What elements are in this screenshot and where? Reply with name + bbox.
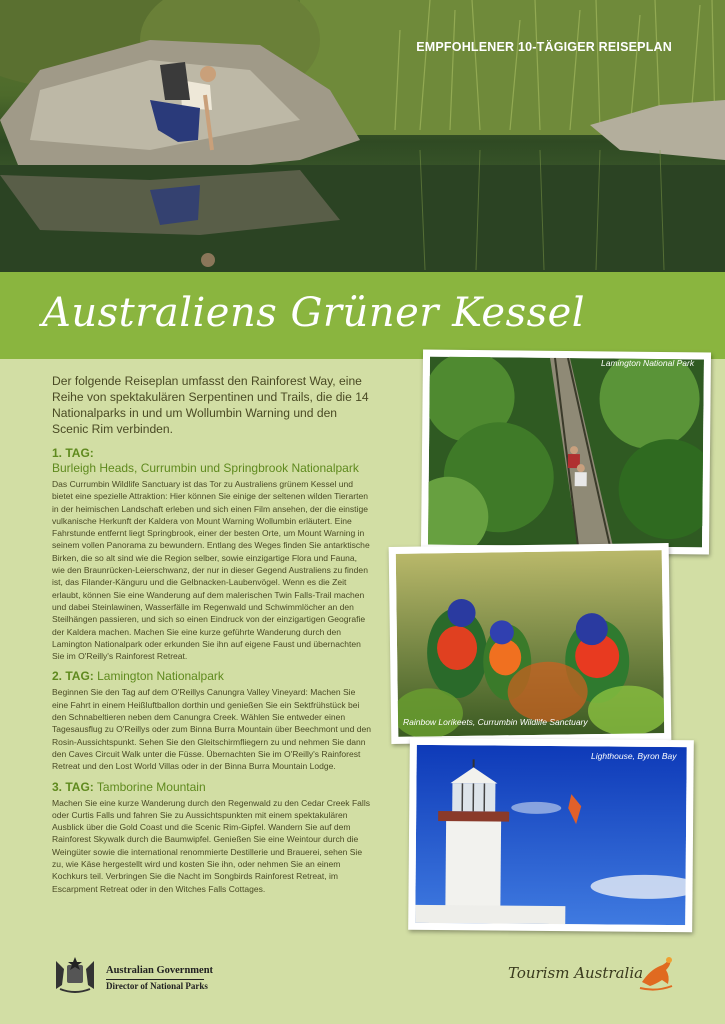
photo-lighthouse <box>408 738 694 932</box>
day-1-label <box>52 446 372 461</box>
tourism-australia-wordmark: Tourism Australia <box>508 964 644 982</box>
kangaroo-icon <box>636 954 676 994</box>
page-title: Australiens Grüner Kessel <box>42 290 586 336</box>
photo-lighthouse-caption: Lighthouse, Byron Bay <box>591 751 677 761</box>
day-3-number: 3. TAG: <box>52 779 94 794</box>
gov-line-2: Director of National Parks <box>106 981 208 991</box>
day-2-heading <box>52 669 372 684</box>
day-2-place: Lamington Nationalpark <box>97 669 224 684</box>
day-2-number: 2. TAG: <box>52 669 94 684</box>
day-3-place: Tamborine Mountain <box>96 779 206 794</box>
itinerary-text <box>52 373 372 902</box>
gov-line-1: Australian Government <box>106 965 214 976</box>
photo-lorikeets-caption: Rainbow Lorikeets, Currumbin Wildlife Sanctuary <box>403 717 588 727</box>
intro-paragraph: Der folgende Reiseplan umfasst den Rainforest Way, eine Reihe von spektakulären Serpentinen und Trails, die die 14 Nationalparks in und um Wollumbin Warning und den Scenic Rim verbinden. <box>52 374 369 436</box>
australian-government-logo <box>50 955 220 995</box>
day-1-text: Das Currumbin Wildlife Sanctuary ist das Tor zu Australiens grünem Kessel und bietet eine spezielle Attraktion: Hier können Sie einige der seltenen wilden Tierarten in der heimischen Landschaft erleben und sich einen Film ansehen, der die einstige vulkanische Herkunft der Kaldera von Mount Warning Wollumbin erläutert. Eine Fahrstunde entfernt liegt Springbrook, einer der besten Orte, um Mount Warning in seinem vollen Panorama zu bewundern. Entlang des Weges finden Sie antarktische Birken, die so alt sind wie die Region selber, sowie einzigartige Flora und Fauna, wie den Braunrücken-Leierschwanz, der nur in dieser Gegend Australiens zu finden ist, das Filander-Känguru und die Gelbnacken-Laubenvögel. Wenn es die Zeit erlaubt, können Sie eine Wanderung auf dem malerischen Twin Falls-Trail machen und dabei Steinlawinen, Wasserfälle im Regenwald und Schwimmlöcher an den Steilhängen passieren, und sich so einen Eindruck von der einzigartigen Geografie der Kaldera machen. Machen Sie eine kurze geführte Wanderung durch den Lamington Nationalpark oder erkunden Sie ihn auf eigene Faust und übernachten Sie im O'Reilly's Rainforest Retreat. <box>52 479 370 662</box>
photo-lorikeets <box>389 543 672 744</box>
day-1-place: Burleigh Heads, Currumbin und Springbrook Nationalpark <box>52 461 359 475</box>
coat-of-arms-icon <box>50 955 100 995</box>
tourism-australia-logo <box>508 958 678 998</box>
photo-lamington <box>421 349 711 554</box>
day-1-number: 1. TAG: <box>52 446 94 460</box>
itinerary-eyebrow: EMPFOHLENER 10-TÄGIGER REISEPLAN <box>416 40 672 54</box>
day-3-heading <box>52 780 372 795</box>
photo-lamington-caption: Lamington National Park <box>601 358 695 368</box>
day-2-text: Beginnen Sie den Tag auf dem O'Reillys Canungra Valley Vineyard: Machen Sie eine Fahrt in einem Heißluftballon dorthin und genießen Sie ein Sektfrühstück bei den Schnabeltieren neben dem Canungra Creek. Wählen Sie entweder einen Tagesausflug zu O'Reillys oder zum Binna Burra Mountain über Beechmont und den Rosin-Aussichtspunkt. Sehen Sie den Gleitschirmfliegern zu und nehmen Sie dann den Caves Circuit Walk unter die Füsse. Übernachten Sie im O'Reilly's Rainforest Retreat und den Lost World Villas oder in der Binna Burra Mountain Lodge. <box>52 687 371 772</box>
gov-divider <box>106 979 204 980</box>
day-3-text: Machen Sie eine kurze Wanderung durch den Regenwald zu den Cedar Creek Falls oder Curtis Falls und fahren Sie zu Aussichtspunkten mit einem spektakulären Ausblick über die Gold Coast und die Scenic Rim-Gipfel. Wandern Sie auf dem Rainforest Skywalk durch die Baumwipfel. Genießen Sie eine Weintour durch die Weingüter sowie die international renommierte Destillerie und Brauerei, sehen Sie zu, wie Käse hergestellt wird und kosten Sie ihn, oder nehmen Sie an einem Kochkurs teil. Verbringen Sie die Nacht im Songbirds Rainforest Retreat, im Escarpment Retreat oder in den Witches Falls Cottages. <box>52 797 370 894</box>
